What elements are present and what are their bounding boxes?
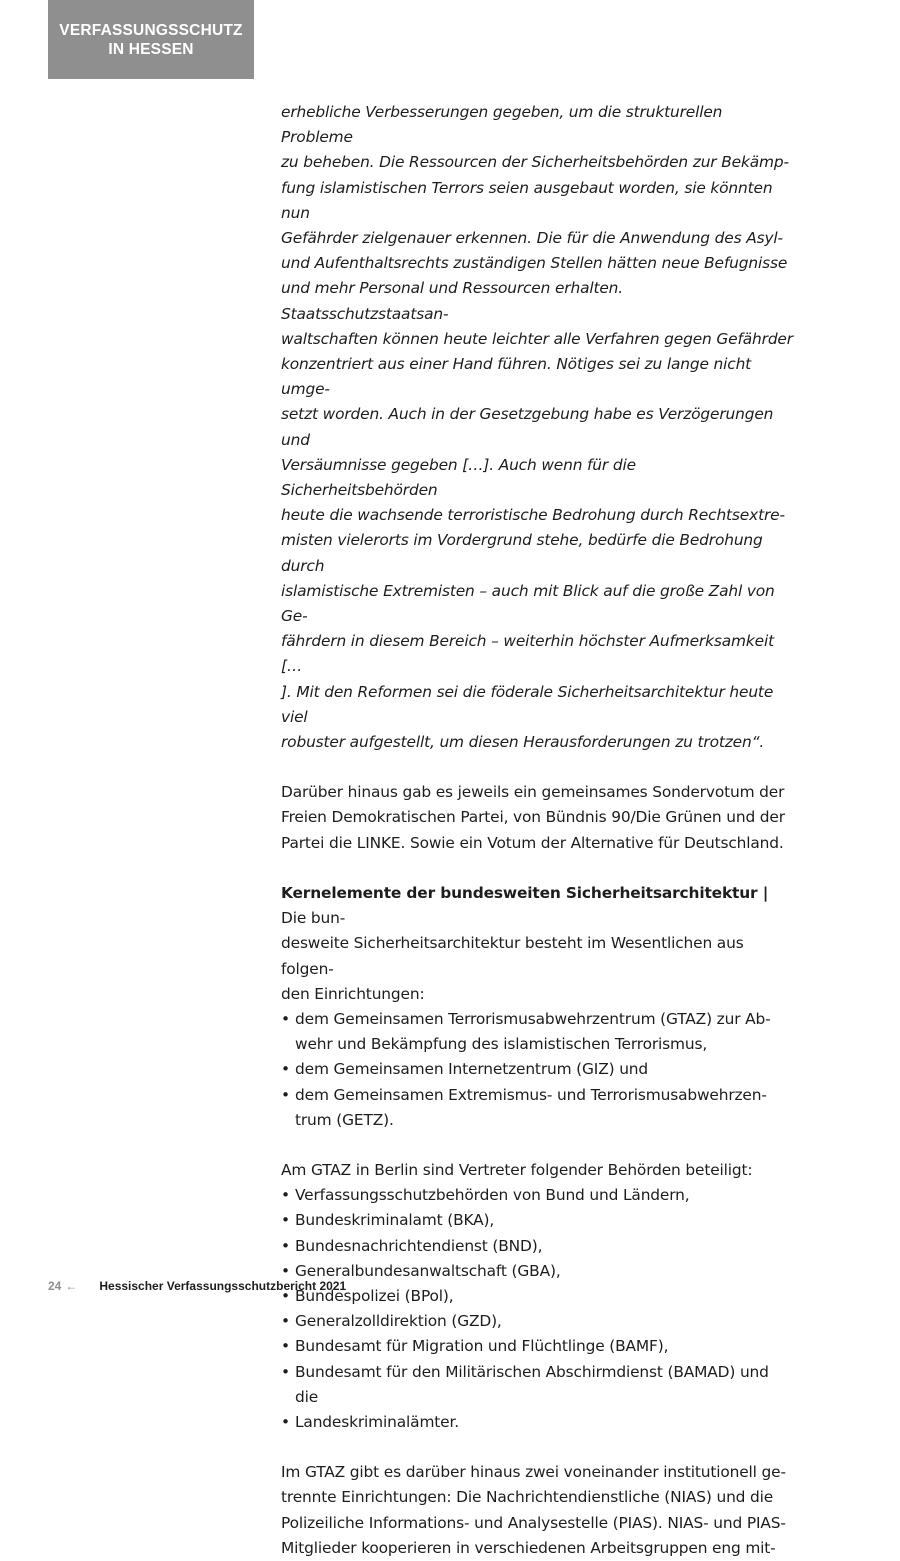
text-line: islamistische Extremisten – auch mit Blick auf die große Zahl von Ge-	[281, 581, 775, 626]
text-line: Polizeiliche Informations- und Analysestelle (PIAS). NIAS- und PIAS-	[281, 1513, 786, 1532]
text-line: und mehr Personal und Ressourcen erhalten. Staatsschutzstaatsan-	[281, 279, 624, 323]
kernelemente-paragraph	[281, 881, 794, 1133]
einrichtungen-list	[281, 1007, 794, 1133]
text-line: Im GTAZ gibt es darüber hinaus zwei voneinander institutionell ge-	[281, 1463, 786, 1482]
behoerden-list	[281, 1183, 794, 1435]
text-line: trennte Einrichtungen: Die Nachrichtendienstliche (NIAS) und die	[281, 1488, 774, 1507]
list-item: • dem Gemeinsamen Extremismus- und Terrorismusabwehrzen- trum (GETZ).	[281, 1083, 794, 1133]
section-header	[48, 0, 254, 79]
text-line: waltschaften können heute leichter alle Verfahren gegen Gefährder	[281, 329, 793, 348]
section-header-line-2: IN HESSEN	[108, 40, 194, 58]
text-line: Freien Demokratischen Partei, von Bündnis 90/Die Grünen und der	[281, 808, 785, 827]
list-item: • Generalbundesanwaltschaft (GBA),	[281, 1259, 794, 1284]
list-item: • Generalzolldirektion (GZD),	[281, 1309, 794, 1334]
arrow-left-icon: ←	[65, 1279, 78, 1293]
body-text	[281, 100, 794, 1561]
text-line: Mitglieder kooperieren in verschiedenen Arbeitsgruppen eng mit-	[281, 1538, 776, 1557]
closing-paragraph	[281, 1460, 794, 1561]
text-line: heute die wachsende terroristische Bedrohung durch Rechtsextre-	[281, 506, 785, 525]
text-line: ]. Mit den Reformen sei die föderale Sicherheitsarchitektur heute viel	[281, 682, 774, 726]
list-item: • Bundespolizei (BPol),	[281, 1284, 794, 1309]
text-line: konzentriert aus einer Hand führen. Nötiges sei zu lange nicht umge-	[281, 355, 752, 399]
text-line	[281, 881, 794, 931]
text-line: desweite Sicherheitsarchitektur besteht im Wesentlichen aus folgen-	[281, 934, 744, 978]
text-line: und Aufenthaltsrechts zuständigen Stellen hätten neue Befugnisse	[281, 254, 788, 273]
list-item: • Verfassungsschutzbehörden von Bund und Ländern,	[281, 1183, 794, 1208]
section-header-line-1: VERFASSUNGSSCHUTZ	[59, 21, 243, 39]
gtaz-paragraph	[281, 1158, 794, 1435]
kernelemente-first-line: Die bun-	[281, 909, 346, 928]
text-line: Partei die LINKE. Sowie ein Votum der Alternative für Deutschland.	[281, 833, 784, 852]
text-line: Versäumnisse gegeben […]. Auch wenn für die Sicherheitsbehörden	[281, 455, 636, 500]
text-line: den Einrichtungen:	[281, 984, 425, 1003]
list-item: • Bundesamt für Migration und Flüchtlinge (BAMF),	[281, 1334, 794, 1359]
list-item: • Landeskriminalämter.	[281, 1410, 794, 1435]
list-item: • dem Gemeinsamen Internetzentrum (GIZ) und	[281, 1057, 794, 1082]
text-line: Darüber hinaus gab es jeweils ein gemeinsames Sondervotum der	[281, 783, 785, 802]
text-line: fährdern in diesem Bereich – weiterhin höchster Aufmerksamkeit […	[281, 632, 774, 676]
list-item: • Bundeskriminalamt (BKA),	[281, 1208, 794, 1233]
text-line: fung islamistischen Terrors seien ausgebaut worden, sie könnten nun	[281, 178, 773, 222]
list-item: • dem Gemeinsamen Terrorismusabwehrzentrum (GTAZ) zur Ab- wehr und Bekämpfung des islamistischen Terrorismus,	[281, 1007, 794, 1057]
text-line: setzt worden. Auch in der Gesetzgebung habe es Verzögerungen und	[281, 405, 774, 449]
text-line: robuster aufgestellt, um diesen Herausforderungen zu trotzen“.	[281, 733, 765, 752]
text-line: Am GTAZ in Berlin sind Vertreter folgender Behörden beteiligt:	[281, 1160, 753, 1179]
list-item: • Bundesamt für den Militärischen Abschirmdienst (BAMAD) und die	[281, 1360, 794, 1410]
text-line: zu beheben. Die Ressourcen der Sicherheitsbehörden zur Bekämp-	[281, 153, 789, 172]
sondervotum-paragraph	[281, 780, 794, 856]
text-line: Gefährder zielgenauer erkennen. Die für die Anwendung des Asyl-	[281, 229, 783, 248]
list-item: • Bundesnachrichtendienst (BND),	[281, 1234, 794, 1259]
page-number: 24	[48, 1279, 62, 1293]
text-line: misten vielerorts im Vordergrund stehe, bedürfe die Bedrohung durch	[281, 531, 763, 575]
page-footer	[48, 1277, 346, 1295]
quote-paragraph	[281, 100, 794, 755]
text-line: erhebliche Verbesserungen gegeben, um die strukturellen Probleme	[281, 103, 723, 147]
document-title: Hessischer Verfassungsschutzbericht 2021	[99, 1279, 347, 1293]
kernelemente-heading: Kernelemente der bundesweiten Sicherheitsarchitektur |	[281, 883, 769, 902]
